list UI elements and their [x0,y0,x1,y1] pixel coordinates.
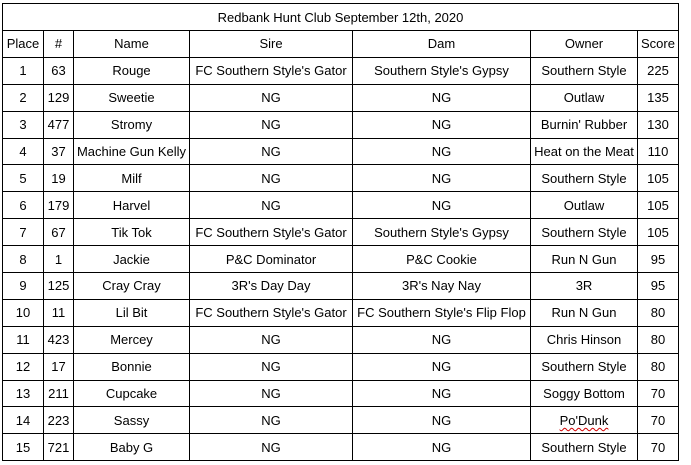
results-body [3,57,679,460]
owner-cell: 3R [531,273,638,300]
column-header-name: Name [74,31,190,58]
place-cell: 9 [3,273,44,300]
name-cell: Machine Gun Kelly [74,138,190,165]
table-row [3,299,679,326]
sire-cell: FC Southern Style's Gator [190,57,353,84]
score-cell: 105 [638,165,679,192]
table-row [3,138,679,165]
name-cell: Jackie [74,246,190,273]
score-cell: 135 [638,84,679,111]
table-row [3,407,679,434]
sire-cell: NG [190,434,353,461]
place-cell: 14 [3,407,44,434]
owner-cell: Chris Hinson [531,326,638,353]
dam-cell: Southern Style's Gypsy [353,57,531,84]
owner-cell: Heat on the Meat [531,138,638,165]
column-header-dam: Dam [353,31,531,58]
table-row [3,192,679,219]
name-cell: Cupcake [74,380,190,407]
number-cell: 477 [44,111,74,138]
number-cell: 125 [44,273,74,300]
number-cell: 223 [44,407,74,434]
score-cell: 95 [638,246,679,273]
name-cell: Milf [74,165,190,192]
place-cell: 1 [3,57,44,84]
name-cell: Bonnie [74,353,190,380]
owner-cell: Southern Style [531,57,638,84]
number-cell: 721 [44,434,74,461]
name-cell: Tik Tok [74,219,190,246]
table-row [3,380,679,407]
name-cell: Mercey [74,326,190,353]
sire-cell: NG [190,353,353,380]
place-cell: 12 [3,353,44,380]
dam-cell: NG [353,165,531,192]
number-cell: 423 [44,326,74,353]
place-cell: 6 [3,192,44,219]
owner-cell: Southern Style [531,353,638,380]
name-cell: Lil Bit [74,299,190,326]
dam-cell: NG [353,380,531,407]
number-cell: 1 [44,246,74,273]
number-cell: 19 [44,165,74,192]
sire-cell: NG [190,111,353,138]
score-cell: 110 [638,138,679,165]
column-header-number: # [44,31,74,58]
dam-cell: NG [353,84,531,111]
sire-cell: NG [190,138,353,165]
dam-cell: NG [353,434,531,461]
name-cell: Sweetie [74,84,190,111]
results-table [2,3,679,461]
name-cell: Harvel [74,192,190,219]
owner-cell: Run N Gun [531,246,638,273]
owner-cell: Burnin' Rubber [531,111,638,138]
place-cell: 4 [3,138,44,165]
place-cell: 2 [3,84,44,111]
place-cell: 15 [3,434,44,461]
sire-cell: 3R's Day Day [190,273,353,300]
place-cell: 3 [3,111,44,138]
score-cell: 80 [638,326,679,353]
column-header-sire: Sire [190,31,353,58]
dam-cell: NG [353,353,531,380]
number-cell: 37 [44,138,74,165]
place-cell: 7 [3,219,44,246]
number-cell: 17 [44,353,74,380]
table-row [3,434,679,461]
place-cell: 8 [3,246,44,273]
score-cell: 70 [638,407,679,434]
sire-cell: NG [190,407,353,434]
number-cell: 67 [44,219,74,246]
dam-cell: 3R's Nay Nay [353,273,531,300]
score-cell: 105 [638,192,679,219]
dam-cell: Southern Style's Gypsy [353,219,531,246]
name-cell: Rouge [74,57,190,84]
owner-cell: Southern Style [531,165,638,192]
place-cell: 10 [3,299,44,326]
table-row [3,326,679,353]
name-cell: Baby G [74,434,190,461]
place-cell: 11 [3,326,44,353]
header-row [3,31,679,58]
dam-cell: NG [353,407,531,434]
dam-cell: NG [353,192,531,219]
table-row [3,273,679,300]
sire-cell: FC Southern Style's Gator [190,219,353,246]
score-cell: 80 [638,299,679,326]
table-row [3,57,679,84]
name-cell: Stromy [74,111,190,138]
table-row [3,353,679,380]
table-row [3,219,679,246]
score-cell: 225 [638,57,679,84]
dam-cell: NG [353,111,531,138]
column-header-place: Place [3,31,44,58]
place-cell: 5 [3,165,44,192]
sire-cell: NG [190,326,353,353]
owner-cell: Outlaw [531,84,638,111]
table-row [3,246,679,273]
sire-cell: NG [190,380,353,407]
owner-cell: Southern Style [531,434,638,461]
table-title: Redbank Hunt Club September 12th, 2020 [3,4,679,31]
score-cell: 70 [638,434,679,461]
number-cell: 179 [44,192,74,219]
score-cell: 80 [638,353,679,380]
column-header-owner: Owner [531,31,638,58]
table-row [3,165,679,192]
owner-cell: Po'Dunk [531,407,638,434]
sire-cell: P&C Dominator [190,246,353,273]
name-cell: Sassy [74,407,190,434]
sire-cell: NG [190,84,353,111]
number-cell: 63 [44,57,74,84]
number-cell: 129 [44,84,74,111]
score-cell: 70 [638,380,679,407]
table-row [3,84,679,111]
sire-cell: NG [190,165,353,192]
score-cell: 130 [638,111,679,138]
name-cell: Cray Cray [74,273,190,300]
sire-cell: FC Southern Style's Gator [190,299,353,326]
title-row [3,4,679,31]
number-cell: 11 [44,299,74,326]
table-row [3,111,679,138]
owner-cell: Run N Gun [531,299,638,326]
number-cell: 211 [44,380,74,407]
dam-cell: NG [353,326,531,353]
dam-cell: P&C Cookie [353,246,531,273]
score-cell: 95 [638,273,679,300]
sire-cell: NG [190,192,353,219]
owner-cell: Outlaw [531,192,638,219]
dam-cell: NG [353,138,531,165]
score-cell: 105 [638,219,679,246]
results-sheet [2,3,679,461]
owner-cell: Soggy Bottom [531,380,638,407]
owner-cell: Southern Style [531,219,638,246]
dam-cell: FC Southern Style's Flip Flop [353,299,531,326]
place-cell: 13 [3,380,44,407]
column-header-score: Score [638,31,679,58]
